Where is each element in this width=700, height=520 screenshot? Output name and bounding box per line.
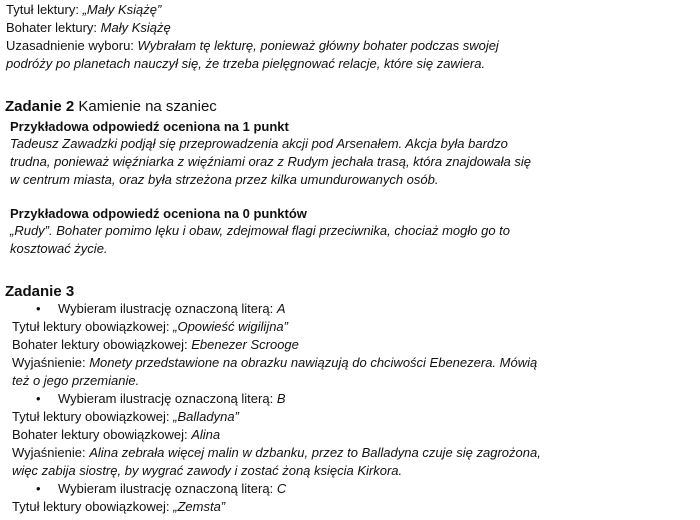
hero-line-a xyxy=(12,337,299,353)
answer1-line: w centrum miasta, oraz była strzeżona przez kilka umundurowanych osób. xyxy=(10,172,439,187)
task2-heading xyxy=(5,98,217,116)
choice-line-a xyxy=(58,301,285,317)
explain-line-a xyxy=(12,355,537,371)
explain-text: Monety przedstawione na obrazku nawiązują do chciwości Ebenezera. Mówią xyxy=(89,355,538,370)
title-line-a xyxy=(12,319,288,335)
title-value: „Balladyna” xyxy=(173,409,239,424)
hero-label: Bohater lektury obowiązkowej: xyxy=(12,337,192,352)
choice-line-c xyxy=(58,481,286,497)
choice-label: Wybieram ilustrację oznaczoną literą: xyxy=(58,391,277,406)
bullet-icon: • xyxy=(36,391,41,406)
title-line-b xyxy=(12,409,239,425)
book-hero-label: Bohater lektury: xyxy=(6,20,101,35)
choice-label: Wybieram ilustrację oznaczoną literą: xyxy=(58,481,277,496)
bullet-icon: • xyxy=(36,301,41,316)
book-title-label: Tytuł lektury: xyxy=(6,2,83,17)
title-value: „Opowieść wigilijna” xyxy=(173,319,288,334)
task3-heading: Zadanie 3 xyxy=(5,283,75,300)
answer1-line: trudna, ponieważ więźniarka z więźniami oraz z Rudym jechała trasą, która znajdowała się xyxy=(10,154,531,169)
reason-line-1 xyxy=(6,38,499,54)
answer1-label: Przykładowa odpowiedź oceniona na 1 punkt xyxy=(10,119,289,134)
title-label: Tytuł lektury obowiązkowej: xyxy=(12,499,174,514)
explain-line-b xyxy=(12,445,541,461)
explain-line-b-2: więc zabija siostrę, by wygrać zawody i zostać żoną księcia Kirkora. xyxy=(12,463,403,478)
explain-text: Alina zebrała więcej malin w dzbanku, przez to Balladyna czuje się zagrożona, xyxy=(89,445,541,460)
hero-value: Ebenezer Scrooge xyxy=(191,337,299,352)
explain-line-a-2: też o jego przemianie. xyxy=(12,373,140,388)
title-label: Tytuł lektury obowiązkowej: xyxy=(12,409,174,424)
explain-label: Wyjaśnienie: xyxy=(12,355,90,370)
choice-letter: B xyxy=(276,391,286,406)
book-title-value: „Mały Książę” xyxy=(82,2,162,17)
answer0-line: kosztować życie. xyxy=(10,241,108,256)
answer0-label: Przykładowa odpowiedź oceniona na 0 punktów xyxy=(10,206,307,221)
title-value: „Zemsta” xyxy=(173,499,226,514)
task2-heading-number: Zadanie 2 xyxy=(5,98,75,115)
bullet-icon: • xyxy=(36,481,41,496)
answer0-line: „Rudy”. Bohater pomimo lęku i obaw, zdejmował flagi przeciwnika, chociaż mogło go to xyxy=(10,223,511,238)
book-hero-value: Mały Książę xyxy=(100,20,171,35)
hero-label: Bohater lektury obowiązkowej: xyxy=(12,427,192,442)
explain-label: Wyjaśnienie: xyxy=(12,445,90,460)
reason-text-1: Wybrałam tę lekturę, ponieważ główny bohater podczas swojej xyxy=(137,38,499,53)
title-label: Tytuł lektury obowiązkowej: xyxy=(12,319,174,334)
title-line-c xyxy=(12,499,225,515)
book-title-line xyxy=(6,2,161,18)
task2-heading-title: Kamienie na szaniec xyxy=(74,98,217,115)
choice-line-b xyxy=(58,391,285,407)
choice-label: Wybieram ilustrację oznaczoną literą: xyxy=(58,301,277,316)
choice-letter: C xyxy=(276,481,287,496)
book-hero-line xyxy=(6,20,171,36)
reason-label: Uzasadnienie wyboru: xyxy=(6,38,138,53)
answer1-line: Tadeusz Zawadzki podjął się przeprowadzenia akcji pod Arsenałem. Akcja była bardzo xyxy=(10,136,508,151)
reason-line-2: podróży po planetach nauczył się, że trzeba pielęgnować relacje, które się zawiera. xyxy=(6,56,486,71)
choice-letter: A xyxy=(276,301,286,316)
hero-value: Alina xyxy=(191,427,221,442)
hero-line-b xyxy=(12,427,220,443)
